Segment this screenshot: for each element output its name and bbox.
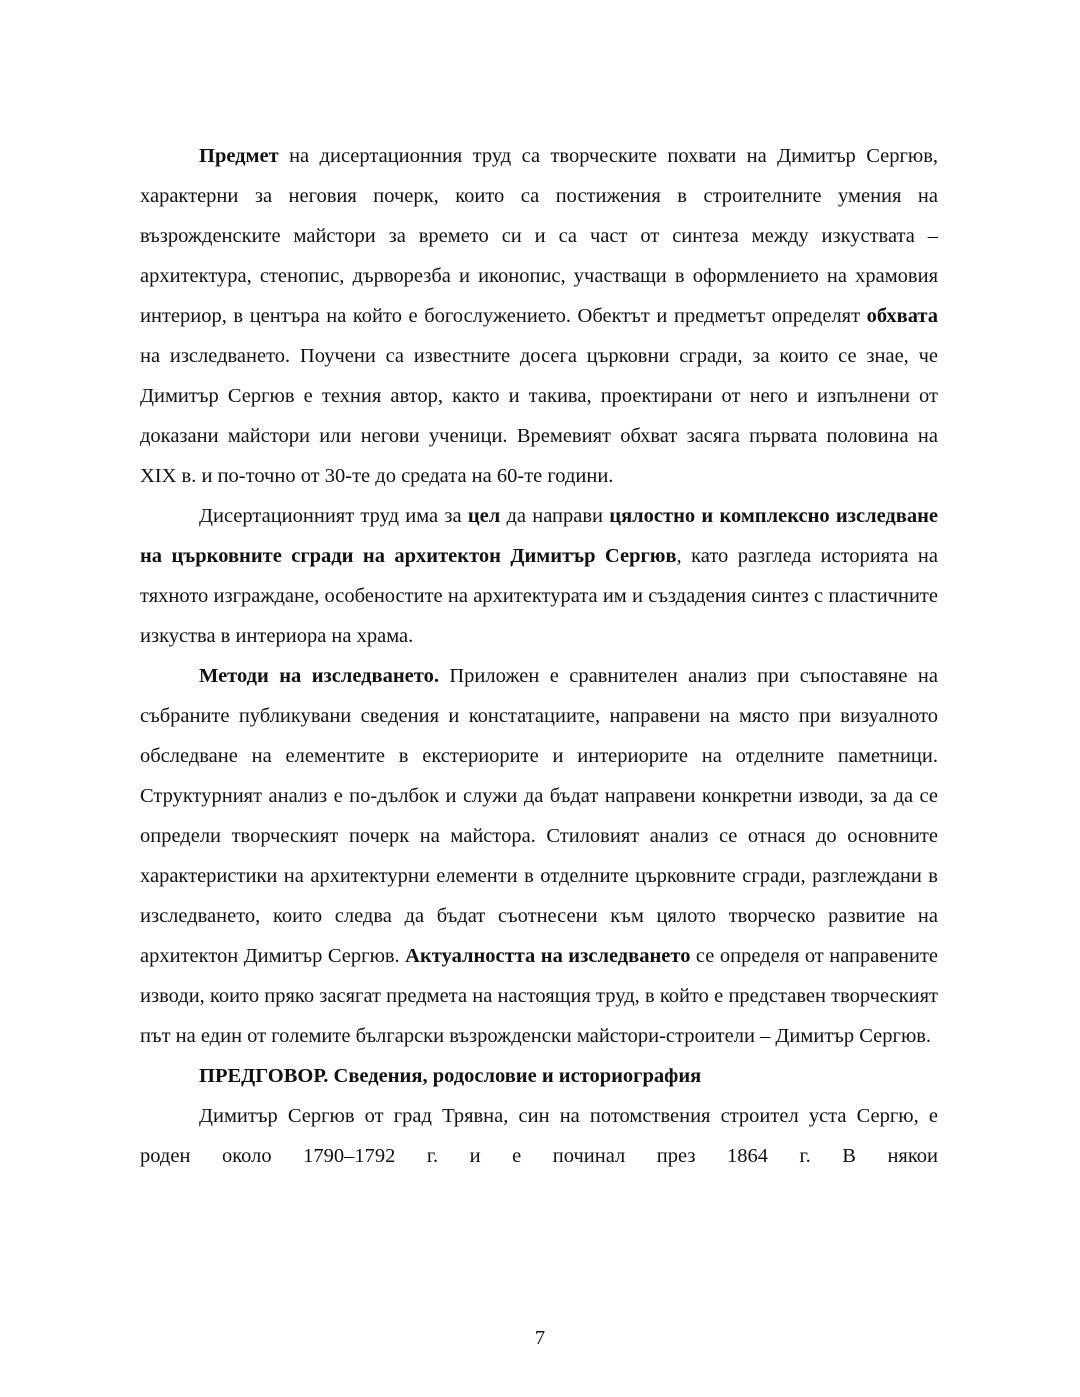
paragraph-text: се определя от направените изводи, които пряко засягат предмета на настоящия труд, в който е представен творческият път на един от големите български възрожденски майстори-строители – Димитър Сергюв. bbox=[140, 945, 939, 1047]
paragraph-methods bbox=[140, 656, 938, 1056]
paragraph-preface: Димитър Сергюв от град Трявна, син на потомствения строител уста Сергю, е роден около 1790–1792 г. и е починал през 1864 г. В някои bbox=[140, 1105, 938, 1167]
section-heading: ПРЕДГОВОР. Сведения, родословие и историография bbox=[199, 1065, 702, 1087]
paragraph-subject bbox=[140, 136, 938, 496]
paragraph-text: да направи bbox=[500, 505, 610, 527]
paragraph-text: на дисертационния труд са творческите похвати на Димитър Сергюв, характерни за неговия почерк, които са постижения в строителните умения на възрожденските майстори за времето си и са част от синтеза между изкуствата – архитектура, стенопис, дърворезба и иконопис, участващи в оформлението на храмовия интериор, в центъра на който е богослужението. Обектът и предметът определят bbox=[140, 145, 938, 327]
paragraph-text: Приложен е сравнителен анализ при съпоставяне на събраните публикувани сведения и констатациите, направени на място при визуалното обследване на елементите в екстериорите и интериорите на отделните паметници. Структурният анализ е по-дълбок и служи да бъдат направени конкретни изводи, за да се определи творческият почерк на майстора. Стиловият анализ се отнася до основните характеристики на архитектурни елементи в отделните църковните сгради, разглеждани в изследването, които следва да бъдат съотнесени към цялото творческо развитие на архитектон Димитър Сергюв. bbox=[140, 665, 938, 967]
term-goal-statement: цялостно и комплексно изследване на църковните сгради на архитектон Димитър Сергюв bbox=[140, 505, 938, 567]
term-methods: Методи на изследването. bbox=[199, 665, 439, 687]
term-relevance: Актуалността на изследването bbox=[405, 945, 691, 967]
term-goal: цел bbox=[467, 505, 501, 527]
paragraph-text: , като разгледа историята на тяхното изграждане, особеностите на архитектурата им и създадения синтез с пластичните изкуства в интериора на храма. bbox=[140, 545, 938, 647]
paragraph-text: на изследването. Поучени са известните досега църковни сгради, за които се знае, че Димитър Сергюв е техния автор, както и такива, проектирани от него и изпълнени от доказани майстори или негови ученици. Времевият обхват засяга първата половина на XIX в. и по-точно от 30-те до средата на 60-те години. bbox=[140, 345, 938, 487]
paragraph-text: Дисертационният труд има за bbox=[199, 505, 468, 527]
paragraph-goal bbox=[140, 496, 938, 656]
term-scope: обхвата bbox=[866, 305, 938, 327]
term-subject: Предмет bbox=[199, 145, 279, 167]
document-body bbox=[140, 136, 938, 1176]
page-number: 7 bbox=[534, 1327, 546, 1349]
